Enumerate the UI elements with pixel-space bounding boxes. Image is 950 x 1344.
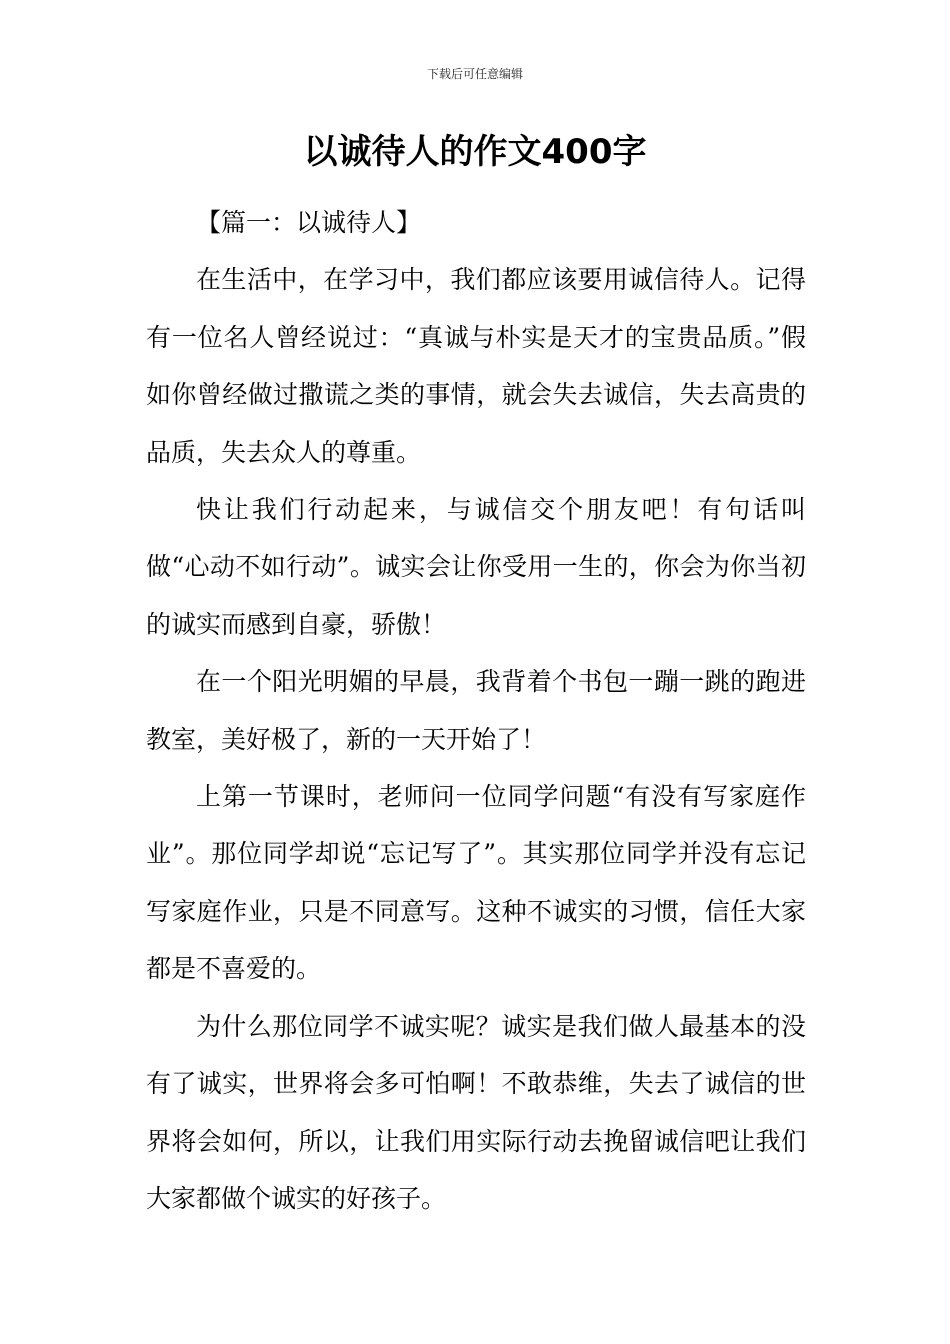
document-title: 以诚待人的作文400字	[303, 132, 647, 172]
document-body	[146, 194, 806, 1227]
section-heading: 【篇一：以诚待人】	[196, 208, 422, 237]
paragraph-1: 在生活中，在学习中，我们都应该要用诚信待人。记得有一位名人曾经说过：“真诚与朴实是天才的宝贵品质。”假如你曾经做过撒谎之类的事情，就会失去诚信，失去高贵的品质，失去众人的尊重。	[146, 265, 806, 467]
paragraph-4: 上第一节课时，老师问一位同学问题“有没有写家庭作业”。那位同学却说“忘记写了”。其实那位同学并没有忘记写家庭作业，只是不同意写。这种不诚实的习惯，信任大家都是不喜爱的。	[146, 782, 806, 984]
header-note: 下载后可任意编辑	[426, 67, 523, 81]
paragraph-5: 为什么那位同学不诚实呢？诚实是我们做人最基本的没有了诚实，世界将会多可怕啊！不敢恭维，失去了诚信的世界将会如何，所以，让我们用实际行动去挽留诚信吧让我们大家都做个诚实的好孩子。	[146, 1011, 806, 1213]
paragraph-2: 快让我们行动起来，与诚信交个朋友吧！有句话叫做“心动不如行动”。诚实会让你受用一生的，你会为你当初的诚实而感到自豪，骄傲！	[146, 495, 806, 639]
paragraph-3: 在一个阳光明媚的早晨，我背着个书包一蹦一跳的跑进教室，美好极了，新的一天开始了！	[146, 667, 806, 754]
